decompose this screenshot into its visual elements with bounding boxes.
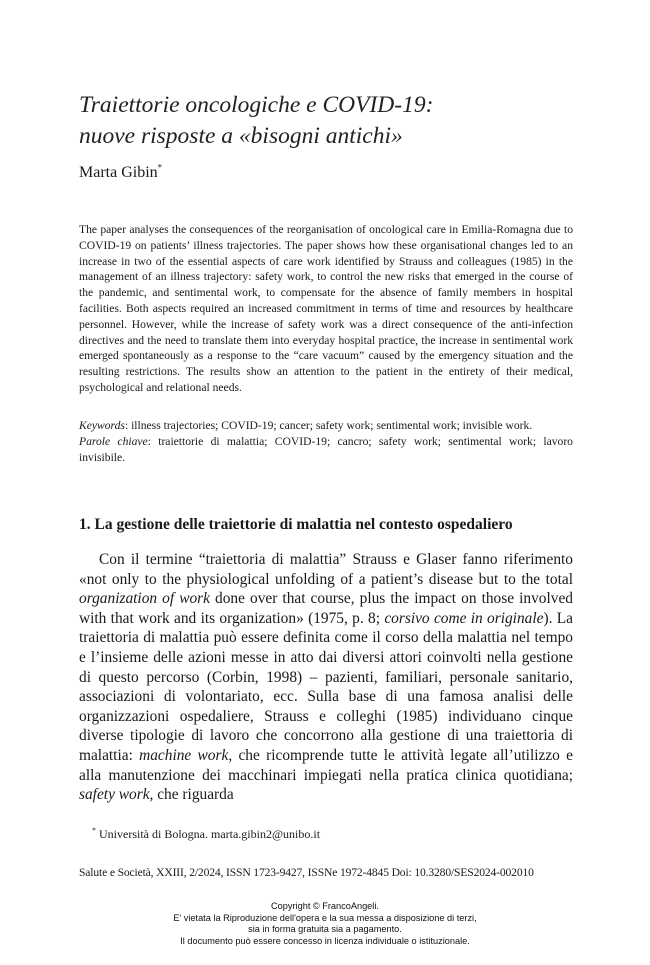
body-text-run: done over that course, plus the impact on those involved with that work and its organization» (1975, p. 8; (79, 590, 573, 627)
article-title-line-1: Traiettorie oncologiche e COVID-19: (79, 92, 434, 118)
keywords-label: Keywords (79, 419, 125, 432)
journal-citation: Salute e Società, XXIII, 2/2024, ISSN 1723-9427, ISSNe 1972-4845 Doi: 10.3280/SES2024-002010 (79, 866, 534, 879)
keywords (79, 418, 573, 434)
author-footnote-mark: * (157, 162, 163, 173)
copyright-notice (0, 901, 650, 947)
footnote-text: Università di Bologna. marta.gibin2@unibo.it (99, 827, 321, 841)
body-emphasis: organization of work (79, 590, 210, 608)
author (79, 164, 162, 182)
body-emphasis: safety work (79, 786, 150, 804)
body-text-run: ). La traiettoria di malattia può essere definita come il corso della malattia nel tempo e l’insieme delle azioni messe in atto dai diversi attori coinvolti nella gestione di questo percorso (Corbin, 1998) – pazienti, familiari, personale sanitario, associazioni di volontariato, ecc. Sulla base di una famosa analisi delle organizzazioni ospedaliere, Strauss e colleghi (1985) individuano cinque diverse tipologie di lavoro che concorrono alla gestione di una traiettoria di malattia: (79, 609, 573, 764)
keywords-block (79, 418, 573, 465)
body-text (79, 550, 573, 805)
copyright-line: Copyright © FrancoAngeli. (271, 901, 379, 911)
body-text-run: Con il termine “traiettoria di malattia” Strauss e Glaser fanno riferimento «not only to the physiological unfolding of a patient’s disease but to the total (79, 551, 573, 588)
body-emphasis: corsivo come in originale (384, 609, 544, 627)
copyright-line: sia in forma gratuita sia a pagamento. (248, 924, 402, 935)
article-title-line-2: nuove risposte a «bisogni antichi» (79, 123, 403, 149)
body-paragraph (79, 550, 573, 805)
copyright-line: E' vietata la Riproduzione dell'opera e la sua messa a disposizione di terzi, (173, 912, 477, 923)
keywords-text: : illness trajectories; COVID-19; cancer; safety work; sentimental work; invisible work. (124, 419, 533, 432)
author-name: Marta Gibin (79, 164, 158, 181)
parole-chiave (79, 434, 573, 466)
body-emphasis: machine work (139, 746, 229, 764)
parole-chiave-label: Parole chiave (79, 434, 148, 448)
abstract: The paper analyses the consequences of the reorganisation of oncological care in Emilia-Romagna due to COVID-19 on patients’ illness trajectories. The paper shows how these organisational changes led to an increase in two of the essential aspects of care work identified by Strauss and colleagues (1985) in the management of an illness trajectory: safety work, to control the new risks that emerged in the course of the pandemic, and sentimental work, to compensate for the absence of family members in hospital facilities. Both aspects required an increased commitment in terms of time and resources by healthcare personnel. However, while the increase of safety work was a direct consequence of the anti-infection directives and the need to translate them into everyday hospital practice, the increase in sentimental work emerged spontaneously as a response to the “care vacuum” caused by the emergency situation and the resulting restrictions. The results show an attention to the patient in the entirety of their medical, psychological and relational needs. (79, 223, 573, 394)
section-heading: 1. La gestione delle traiettorie di malattia nel contesto ospedaliero (79, 516, 513, 533)
parole-chiave-text: : traiettorie di malattia; COVID-19; cancro; safety work; sentimental work; lavoro invisibile. (79, 434, 573, 464)
body-text-run: , che ricomprende tutte le attività legate all’utilizzo e alla manutenzione dei macchinari impiegati nella pratica clinica quotidiana; (79, 746, 573, 784)
footnote-mark: * (92, 826, 96, 835)
body-text-run: , che riguarda (149, 786, 234, 804)
article-title (79, 90, 433, 152)
footnote (92, 827, 320, 842)
copyright-line: Il documento può essere concesso in licenza individuale o istituzionale. (180, 935, 470, 946)
